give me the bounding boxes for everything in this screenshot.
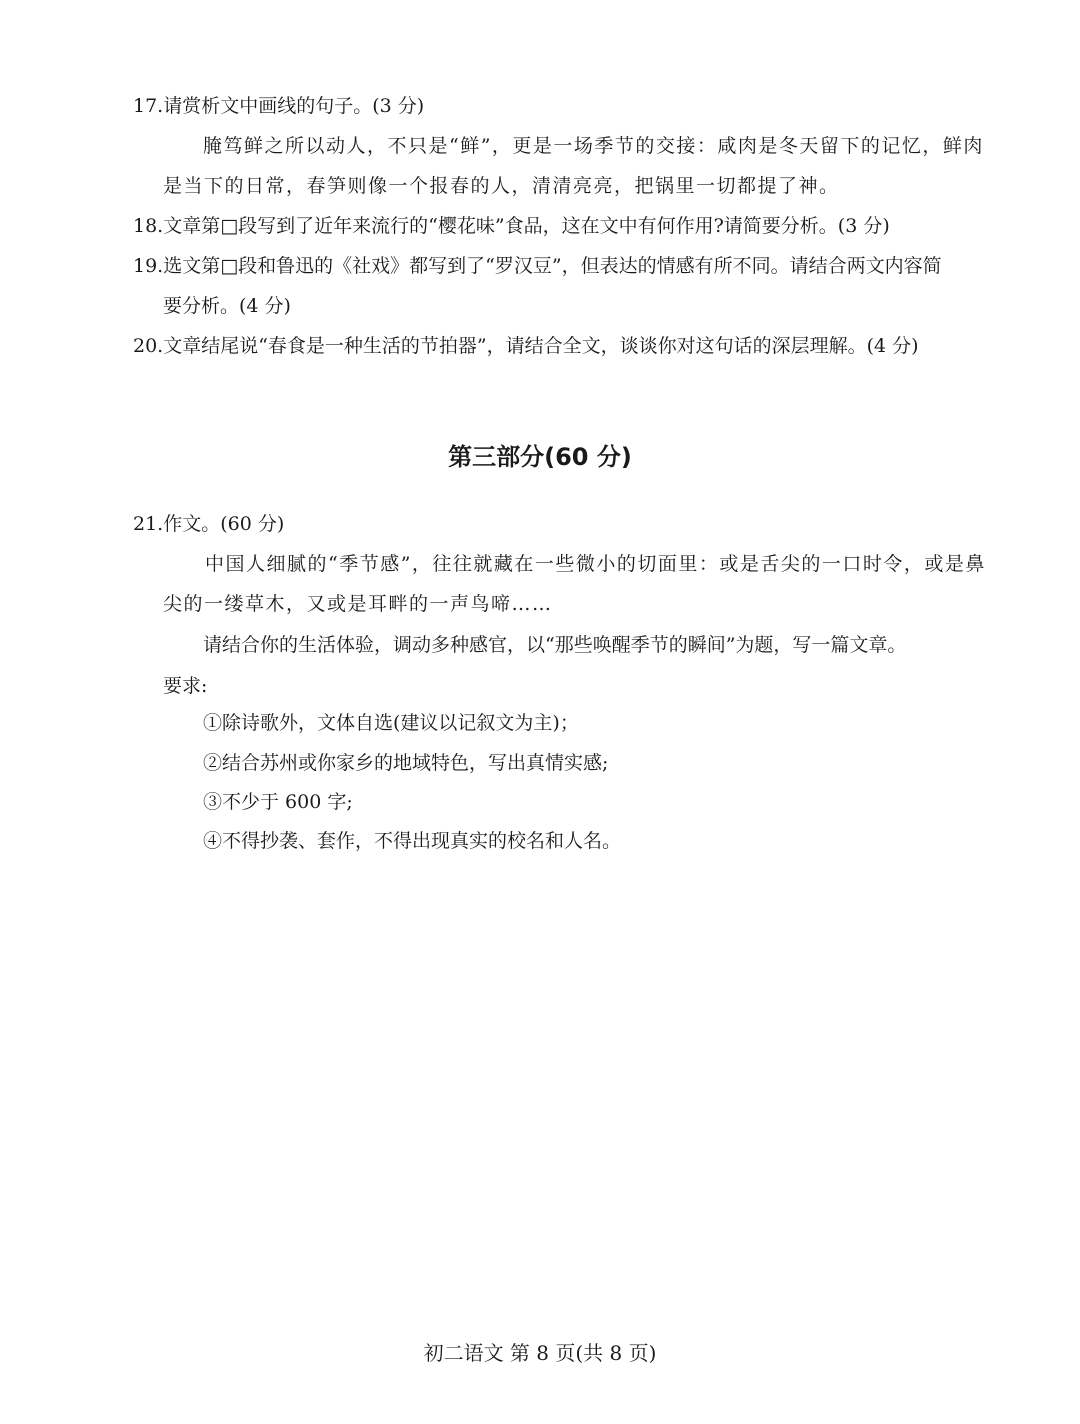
requirement-item-1: ①除诗歌外，文体自选(建议以记叙文为主)； <box>203 712 579 734</box>
question-21-instruction: 请结合你的生活体验，调动多种感官，以“那些唤醒季节的瞬间”为题，写一篇文章。 <box>203 634 907 656</box>
question-21-material-line-2: 尖的一缕草木，又或是耳畔的一声鸟啼…… <box>163 593 553 615</box>
requirements-label: 要求: <box>163 675 208 697</box>
question-18-prompt: 18.文章第□段写到了近年来流行的“樱花味”食品，这在文中有何作用?请简要分析。(3 分) <box>133 215 890 237</box>
question-17-quote-line-1: 腌笃鲜之所以动人，不只是“鲜”，更是一场季节的交接：咸肉是冬天留下的记忆，鲜肉 <box>203 135 984 157</box>
section-3-title: 第三部分(60 分) <box>448 443 632 471</box>
question-17-quote-line-2: 是当下的日常，春笋则像一个报春的人，清清亮亮，把锅里一切都提了神。 <box>163 175 840 197</box>
question-17-prompt: 17.请赏析文中画线的句子。(3 分) <box>133 95 425 117</box>
question-21-prompt: 21.作文。(60 分) <box>133 513 285 535</box>
question-19-prompt-line-1: 19.选文第□段和鲁迅的《社戏》都写到了“罗汉豆”，但表达的情感有所不同。请结合两文内容简 <box>133 255 942 277</box>
page-footer: 初二语文 第 8 页(共 8 页) <box>423 1341 657 1365</box>
requirement-item-4: ④不得抄袭、套作，不得出现真实的校名和人名。 <box>203 830 622 852</box>
question-21-material-line-1: 中国人细腻的“季节感”，往往就藏在一些微小的切面里：或是舌尖的一口时令，或是鼻 <box>205 553 986 575</box>
question-20-prompt: 20.文章结尾说“春食是一种生活的节拍器”，请结合全文，谈谈你对这句话的深层理解。(4 分) <box>133 335 919 357</box>
question-19-prompt-line-2: 要分析。(4 分) <box>163 295 291 317</box>
requirement-item-3: ③不少于 600 字; <box>203 791 353 813</box>
requirement-item-2: ②结合苏州或你家乡的地域特色，写出真情实感; <box>203 752 609 774</box>
